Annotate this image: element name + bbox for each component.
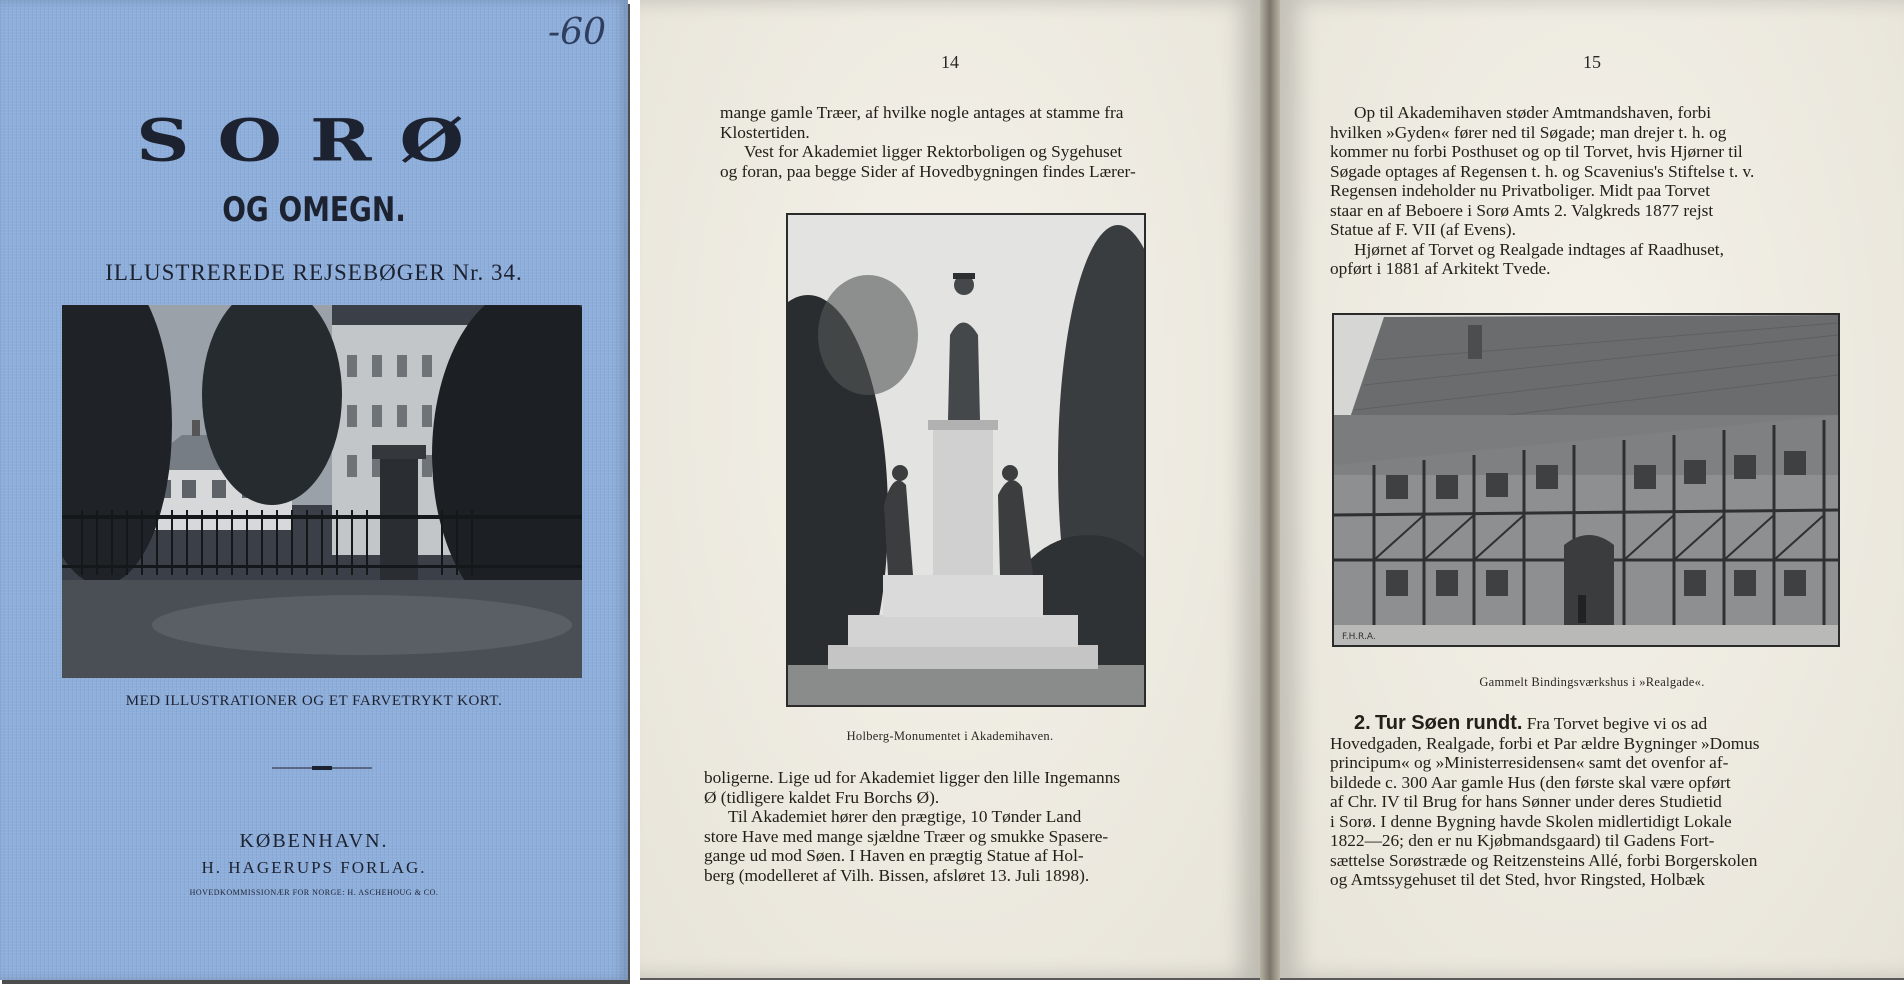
text-line: Statue af F. VII (af Evens). bbox=[1330, 220, 1516, 239]
cover-commission: HOVEDKOMMISSIONÆR FOR NORGE: H. ASCHEHOUG & CO. bbox=[189, 888, 439, 897]
text-line: hvilken »Gyden« fører ned til Søgade; man drejer t. h. og bbox=[1330, 122, 1727, 142]
text-line: og Amtssygehuset til det Sted, hvor Ringsted, Holbæk bbox=[1330, 870, 1705, 889]
section-number: 2. bbox=[1354, 712, 1371, 734]
text-line: Hjørnet af Torvet og Realgade indtages af Raadhuset, bbox=[1354, 239, 1724, 259]
text-line: boligerne. Lige ud for Akademiet ligger den lille Ingemanns bbox=[704, 768, 1121, 787]
cover-ornament bbox=[272, 766, 372, 770]
text-line: Klostertiden. bbox=[720, 122, 810, 142]
text-line: bildede c. 300 Aar gamle Hus (den første skal være opført bbox=[1330, 772, 1731, 792]
half-timbered-house-caption: Gammelt Bindingsværkshus i »Realgade«. bbox=[1479, 675, 1705, 689]
holberg-monument-caption: Holberg-Monumentet i Akademihaven. bbox=[846, 729, 1054, 743]
open-book bbox=[640, 0, 1904, 980]
page-15-top-text bbox=[1330, 103, 1860, 279]
text-line: Hovedgaden, Realgade, forbi et Par ældre Bygninger »Domus bbox=[1330, 733, 1760, 753]
text-line: berg (modelleret af Vilh. Bissen, afsløret 13. Juli 1898). bbox=[704, 865, 1090, 885]
cover-subtitle: OG OMEGN. bbox=[222, 190, 406, 230]
photo-signature: F.H.R.A. bbox=[1342, 632, 1376, 642]
page-14-top-text bbox=[720, 103, 1226, 181]
section-first-line: Fra Torvet begive vi os ad bbox=[1526, 714, 1708, 733]
text-line: staar en af Beboere i Sorø Amts 2. Valgkreds 1877 rejst bbox=[1330, 200, 1714, 220]
text-line: Regensen indeholder nu Privatboliger. Midt paa Torvet bbox=[1330, 181, 1711, 200]
cover-title: SORØ bbox=[136, 107, 492, 175]
holberg-monument-photo bbox=[786, 213, 1146, 707]
text-line: mange gamle Træer, af hvilke nogle antages at stamme fra bbox=[720, 103, 1124, 122]
text-line: store Have med mange sjældne Træer og smukke Spasere- bbox=[704, 826, 1109, 846]
text-line: Op til Akademihaven støder Amtmandshaven, forbi bbox=[1354, 103, 1712, 122]
cover-photo-illustration bbox=[62, 305, 582, 678]
text-line: Ø (tidligere kaldet Fru Borchs Ø). bbox=[704, 787, 940, 807]
page-15 bbox=[1280, 0, 1904, 978]
text-line: Til Akademiet hører den prægtige, 10 Tønder Land bbox=[728, 807, 1082, 826]
page-number: 14 bbox=[941, 52, 959, 72]
half-timbered-house-illustration bbox=[1334, 315, 1838, 645]
text-line: principum« og »Ministerresidensen« samt det ovenfor af- bbox=[1330, 753, 1729, 772]
text-line: af Chr. IV til Brug for hans Sønner under deres Studietid bbox=[1330, 792, 1722, 811]
page-15-bottom-text bbox=[1330, 714, 1860, 890]
section-title: Tur Søen rundt. bbox=[1375, 712, 1523, 734]
cover-series: ILLUSTREREDE REJSEBØGER Nr. 34. bbox=[105, 260, 523, 285]
book-gutter bbox=[1260, 0, 1280, 980]
text-line: sættelse Sorøstræde og Reitzensteins Allé, forbi Borgerskolen bbox=[1330, 850, 1758, 870]
section-heading-line bbox=[1330, 714, 1860, 734]
text-line: kommer nu forbi Posthuset og op til Torvet, hvis Hjørner til bbox=[1330, 142, 1743, 161]
handwritten-note: -60 bbox=[548, 12, 606, 53]
text-line: Søgade optages af Regensen t. h. og Scavenius's Stiftelse t. v. bbox=[1330, 161, 1755, 181]
cover-photo-academy bbox=[62, 305, 582, 678]
half-timbered-house-photo bbox=[1332, 313, 1840, 647]
text-line: opført i 1881 af Arkitekt Tvede. bbox=[1330, 259, 1551, 278]
page-14 bbox=[640, 0, 1260, 978]
page-number: 15 bbox=[1583, 52, 1601, 72]
text-line: gange ud mod Søen. I Haven en prægtig Statue af Hol- bbox=[704, 846, 1084, 865]
holberg-monument-illustration bbox=[788, 215, 1144, 705]
page-14-bottom-text bbox=[704, 768, 1216, 885]
text-line: i Sorø. I denne Bygning havde Skolen midlertidigt Lokale bbox=[1330, 811, 1732, 831]
text-line: og foran, paa begge Sider af Hovedbygningen findes Lærer- bbox=[720, 161, 1136, 181]
cover-city: KØBENHAVN. bbox=[239, 830, 389, 852]
text-line: 1822—26; den er nu Kjøbmandsgaard) til Gadens Fort- bbox=[1330, 831, 1715, 850]
cover-publisher: H. HAGERUPS FORLAG. bbox=[201, 858, 427, 877]
booklet-cover bbox=[0, 0, 628, 980]
cover-illustrations-note: MED ILLUSTRATIONER OG ET FARVETRYKT KORT. bbox=[125, 693, 503, 709]
text-line: Vest for Akademiet ligger Rektorboligen og Sygehuset bbox=[744, 142, 1123, 161]
